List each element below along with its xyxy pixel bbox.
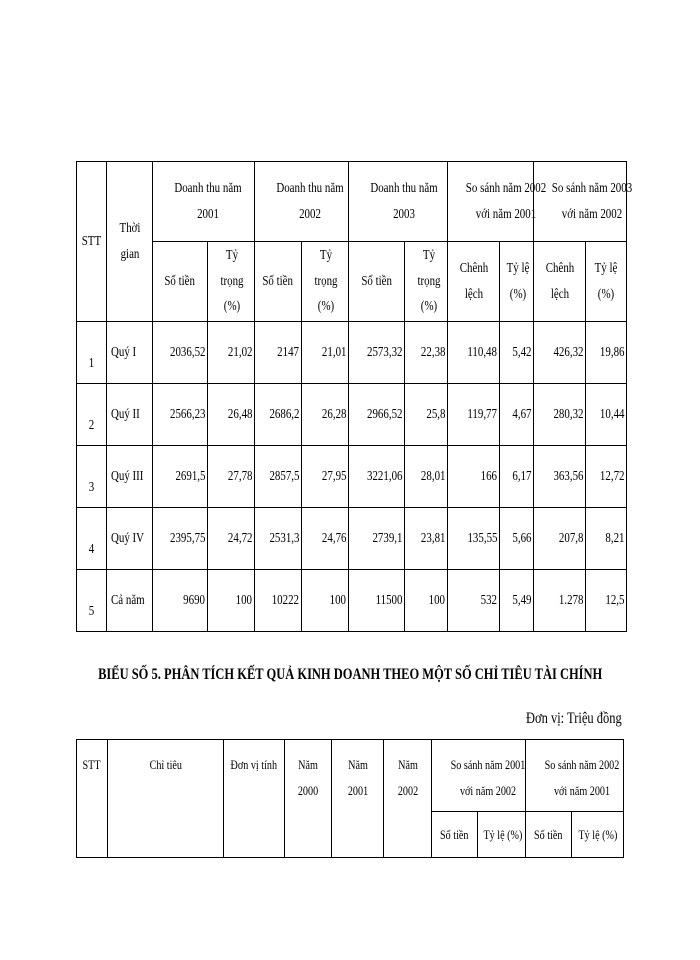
- header-diff: Chênh lệch: [448, 242, 500, 322]
- cell-share: 100: [302, 570, 349, 632]
- cell-share: 24,72: [208, 508, 255, 570]
- cell-share: 21,02: [208, 322, 255, 384]
- cell-period: Quý III: [107, 446, 153, 508]
- cell-diff: 119,77: [448, 384, 500, 446]
- cell-share: 22,38: [405, 322, 448, 384]
- cell-share: 27,95: [302, 446, 349, 508]
- cell-period: Quý I: [107, 322, 153, 384]
- cell-rate: 5,49: [500, 570, 534, 632]
- header-revenue-2001: Doanh thu năm 2001: [153, 162, 255, 242]
- cell-share: 25,8: [405, 384, 448, 446]
- header-year-2002: Năm 2002: [384, 740, 432, 858]
- cell-amount: 2739,1: [349, 508, 405, 570]
- cell-period: Cả năm: [107, 570, 153, 632]
- header-year-2001: Năm 2001: [332, 740, 384, 858]
- header-share: Tỷ trọng (%): [302, 242, 349, 322]
- header-diff: Chênh lệch: [534, 242, 586, 322]
- cell-amount: 2686,2: [255, 384, 302, 446]
- cell-share: 26,28: [302, 384, 349, 446]
- cell-diff: 363,56: [534, 446, 586, 508]
- header-amount: Số tiền: [349, 242, 405, 322]
- header-amount-a: Số tiền: [432, 812, 478, 858]
- table-row: [77, 508, 627, 570]
- cell-stt: 1: [77, 322, 107, 384]
- cell-rate: 4,67: [500, 384, 534, 446]
- header-revenue-2003: Doanh thu năm 2003: [349, 162, 448, 242]
- cell-amount: 2531,3: [255, 508, 302, 570]
- header-rate-a: Tỷ lệ (%): [478, 812, 526, 858]
- cell-share: 26,48: [208, 384, 255, 446]
- cell-diff: 166: [448, 446, 500, 508]
- cell-amount: 2857,5: [255, 446, 302, 508]
- cell-diff: 280,32: [534, 384, 586, 446]
- cell-stt: 5: [77, 570, 107, 632]
- cell-amount: 3221,06: [349, 446, 405, 508]
- cell-diff: 110,48: [448, 322, 500, 384]
- cell-amount: 2395,75: [153, 508, 208, 570]
- header-stt: STT: [77, 162, 107, 322]
- header-revenue-2002: Doanh thu năm 2002: [255, 162, 349, 242]
- cell-share: 27,78: [208, 446, 255, 508]
- cell-amount: 2147: [255, 322, 302, 384]
- cell-amount: 2036,52: [153, 322, 208, 384]
- cell-diff: 426,32: [534, 322, 586, 384]
- cell-period: Quý II: [107, 384, 153, 446]
- section-title: BIỂU SỐ 5. PHÂN TÍCH KẾT QUẢ KINH DOANH THEO MỘT SỐ CHỈ TIÊU TÀI CHÍNH: [97, 666, 603, 683]
- cell-share: 100: [405, 570, 448, 632]
- cell-share: 28,01: [405, 446, 448, 508]
- header-stt: STT: [77, 740, 108, 858]
- cell-rate: 10,44: [586, 384, 627, 446]
- table-row: [77, 322, 627, 384]
- header-share: Tỷ trọng (%): [208, 242, 255, 322]
- header-amount: Số tiền: [255, 242, 302, 322]
- header-rate: Tỷ lệ (%): [500, 242, 534, 322]
- header-period: Thời gian: [107, 162, 153, 322]
- cell-rate: 19,86: [586, 322, 627, 384]
- table-row: [77, 570, 627, 632]
- cell-stt: 4: [77, 508, 107, 570]
- cell-rate: 12,72: [586, 446, 627, 508]
- header-unit: Đơn vị tính: [224, 740, 285, 858]
- unit-label: Đơn vị: Triệu đồng: [526, 710, 622, 727]
- cell-amount: 11500: [349, 570, 405, 632]
- quarterly-revenue-table: [76, 161, 633, 632]
- cell-diff: 135,55: [448, 508, 500, 570]
- cell-rate: 8,21: [586, 508, 627, 570]
- cell-rate: 6,17: [500, 446, 534, 508]
- cell-stt: 3: [77, 446, 107, 508]
- cell-rate: 5,42: [500, 322, 534, 384]
- cell-amount: 2966,52: [349, 384, 405, 446]
- cell-stt: 2: [77, 384, 107, 446]
- header-compare-a: So sánh năm 2001 với năm 2002: [432, 740, 526, 812]
- cell-diff: 1.278: [534, 570, 586, 632]
- cell-diff: 207,8: [534, 508, 586, 570]
- cell-amount: 2691,5: [153, 446, 208, 508]
- header-compare-b: So sánh năm 2002 với năm 2001: [526, 740, 624, 812]
- cell-diff: 532: [448, 570, 500, 632]
- table-row: [77, 446, 627, 508]
- cell-share: 21,01: [302, 322, 349, 384]
- header-indicator: Chỉ tiêu: [108, 740, 224, 858]
- cell-rate: 12,5: [586, 570, 627, 632]
- header-compare-2003-2002: So sánh năm 2003 với năm 2002: [534, 162, 627, 242]
- cell-share: 23,81: [405, 508, 448, 570]
- header-year-2000: Năm 2000: [285, 740, 332, 858]
- financial-indicators-table: [76, 739, 624, 858]
- header-amount: Số tiền: [153, 242, 208, 322]
- header-compare-2002-2001: So sánh năm 2002 với năm 2001: [448, 162, 534, 242]
- header-rate-b: Tỷ lệ (%): [572, 812, 624, 858]
- cell-amount: 2573,32: [349, 322, 405, 384]
- cell-period: Quý IV: [107, 508, 153, 570]
- header-share: Tỷ trọng (%): [405, 242, 448, 322]
- cell-share: 100: [208, 570, 255, 632]
- header-amount-b: Số tiền: [526, 812, 572, 858]
- cell-share: 24,76: [302, 508, 349, 570]
- cell-amount: 10222: [255, 570, 302, 632]
- header-rate: Tỷ lệ (%): [586, 242, 627, 322]
- cell-rate: 5,66: [500, 508, 534, 570]
- table-row: [77, 384, 627, 446]
- cell-amount: 9690: [153, 570, 208, 632]
- cell-amount: 2566,23: [153, 384, 208, 446]
